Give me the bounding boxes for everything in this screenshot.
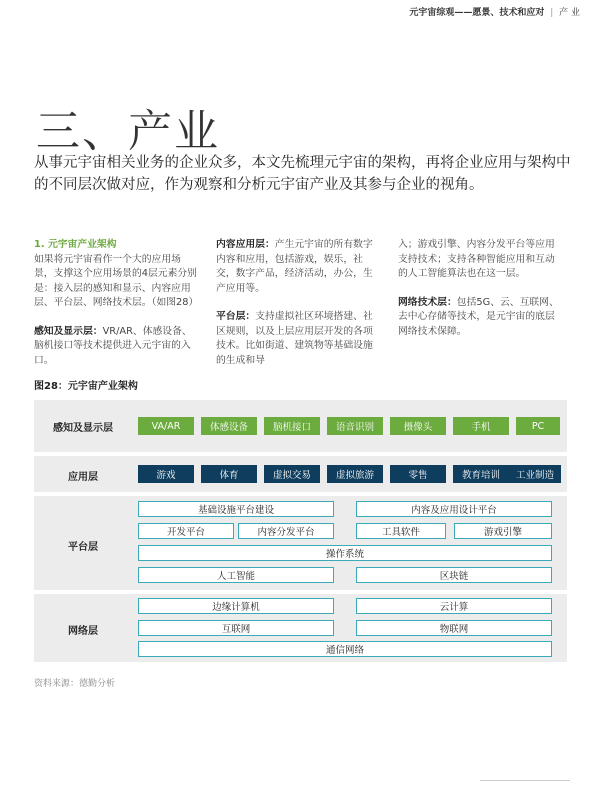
perception-item: 语音识别	[327, 417, 383, 435]
footer-divider	[480, 780, 570, 781]
network-cloud-box: 云计算	[356, 598, 552, 614]
text-column-3	[398, 238, 562, 353]
perception-item: 摄像头	[390, 417, 446, 435]
platform-engine-box: 游戏引擎	[454, 523, 552, 539]
platform-blockchain-box: 区块链	[356, 567, 552, 583]
paragraph	[34, 325, 198, 369]
perception-item: 脑机接口	[264, 417, 320, 435]
layer-label: 感知及显示层	[53, 423, 113, 434]
paragraph	[398, 296, 562, 340]
network-edge-box: 边缘计算机	[138, 598, 334, 614]
text-column-2	[216, 238, 380, 382]
application-item: 体育	[201, 465, 257, 483]
application-item: 游戏	[138, 465, 194, 483]
application-item: 工业制造	[509, 465, 561, 483]
network-iot-box: 物联网	[356, 620, 552, 636]
perception-item: VA/AR	[138, 417, 194, 435]
application-item: 零售	[390, 465, 446, 483]
paragraph-text: 入；游戏引擎、内容分发平台等应用支持技术；支持各种智能应用和互动的人工智能算法也在这一层。	[398, 239, 555, 279]
section-title: 三、产业	[36, 106, 220, 157]
metaverse-architecture-diagram	[34, 400, 567, 662]
text-column-1	[34, 238, 198, 382]
header-section: 产 业	[559, 8, 580, 18]
paragraph	[216, 310, 380, 368]
perception-item: PC	[516, 417, 560, 435]
platform-dev-box: 开发平台	[138, 523, 234, 539]
application-layer	[34, 456, 567, 492]
application-item: 虚拟旅游	[327, 465, 383, 483]
paragraph-text: VR/AR、体感设备、脑机接口等技术提供进入元宇宙的入口。	[34, 325, 192, 366]
network-comm-box: 通信网络	[138, 641, 552, 657]
platform-infra-box: 基础设施平台建设	[138, 501, 334, 517]
figure-source: 资料来源：德勤分析	[34, 679, 116, 689]
layer-label: 应用层	[68, 472, 98, 483]
intro-paragraph: 从事元宇宙相关业务的企业众多，本文先梳理元宇宙的架构，再将企业应用与架构中的不同层次做对应，作为观察和分析元宇宙产业及其参与企业的视角。	[34, 155, 571, 193]
paragraph-text: 如果将元宇宙看作一个大的应用场景，支撑这个应用场景的4层元素分别是：接入层的感知和显示、内容应用层、平台层、网络技术层。（如图28）	[34, 253, 199, 308]
platform-tools-box: 工具软件	[356, 523, 446, 539]
subsection-heading: 1. 元宇宙产业架构	[34, 239, 117, 250]
platform-os-box: 操作系统	[138, 545, 552, 561]
paragraph	[34, 238, 198, 311]
paragraph-heading: 内容应用层：	[216, 239, 275, 250]
figure-title: 图28：元宇宙产业架构	[34, 381, 138, 392]
paragraph-heading: 网络技术层：	[398, 296, 457, 308]
running-header	[409, 5, 580, 18]
perception-item: 手机	[453, 417, 509, 435]
platform-layer	[34, 496, 567, 590]
paragraph	[216, 238, 380, 296]
layer-label: 网络层	[68, 626, 98, 637]
paragraph	[398, 238, 562, 282]
platform-content-design-box: 内容及应用设计平台	[356, 501, 552, 517]
network-layer	[34, 594, 567, 662]
network-internet-box: 互联网	[138, 620, 334, 636]
perception-layer	[34, 400, 567, 452]
application-item: 教育培训	[453, 465, 509, 483]
paragraph-heading: 感知及显示层：	[34, 325, 103, 337]
paragraph-text: 支持虚拟社区环境搭建、社区规则，以及上层应用层开发的各项技术。比如街道、建筑物等基础设施的生成和导	[216, 311, 373, 366]
layer-label: 平台层	[68, 542, 98, 553]
perception-item: 体感设备	[201, 417, 257, 435]
platform-ai-box: 人工智能	[138, 567, 334, 583]
paragraph-text: 包括5G、云、互联网、去中心存储等技术，是元宇宙的底层网络技术保障。	[398, 296, 559, 337]
application-item: 虚拟交易	[264, 465, 320, 483]
header-title: 元宇宙综观——愿景、技术和应对	[409, 8, 545, 18]
paragraph-text: 产生元宇宙的所有数字内容和应用，包括游戏，娱乐，社交，数字产品，经济活动，办公，生产应用等。	[216, 239, 373, 294]
header-separator: |	[550, 8, 554, 18]
platform-distribution-box: 内容分发平台	[238, 523, 334, 539]
paragraph-heading: 平台层：	[216, 311, 256, 322]
